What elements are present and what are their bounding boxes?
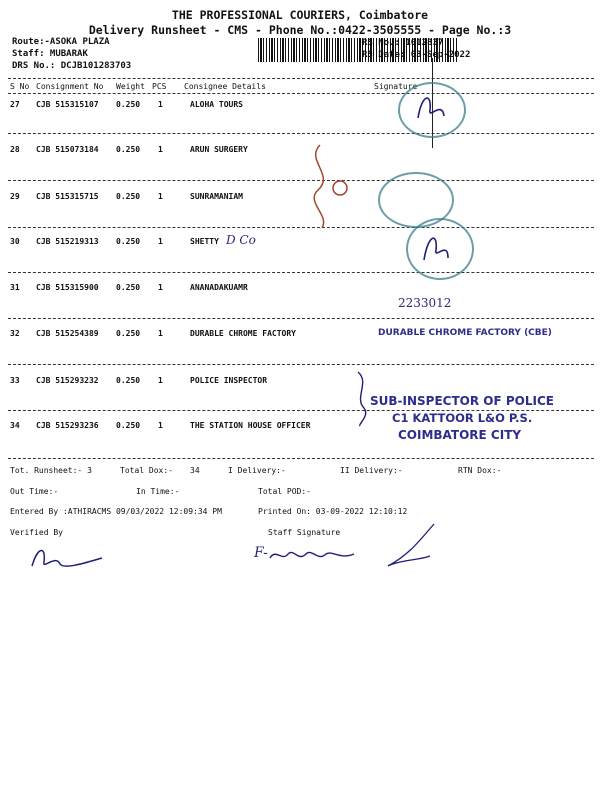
row-29-cn: CJB 515315715 xyxy=(36,192,99,201)
row-27-sno: 27 xyxy=(10,100,20,109)
row-32-pcs: 1 xyxy=(158,329,163,338)
in-time: In Time:- xyxy=(136,487,180,496)
col-weight: Weight xyxy=(116,82,145,91)
row-31-sno: 31 xyxy=(10,283,20,292)
row-34-consignee: THE STATION HOUSE OFFICER xyxy=(190,421,311,430)
police-stamp-line-1: SUB-INSPECTOR OF POLICE xyxy=(370,394,554,408)
verified-by: Verified By xyxy=(10,528,63,537)
total-dox-value: 34 xyxy=(190,466,200,475)
col-sno: S No xyxy=(10,82,30,91)
row-32-sno: 32 xyxy=(10,329,20,338)
row-31-consignee: ANANADAKUAMR xyxy=(190,283,248,292)
handwritten-brace-mark xyxy=(350,368,380,428)
row-31-pcs: 1 xyxy=(158,283,163,292)
ii-delivery: II Delivery:- xyxy=(340,466,403,475)
entered-by: Entered By :ATHIRACMS 09/03/2022 12:09:34 PM xyxy=(10,507,222,516)
handwritten-number: 2233012 xyxy=(398,296,452,310)
row-divider xyxy=(8,364,594,365)
out-time: Out Time:- xyxy=(10,487,59,496)
police-stamp-line-3: COIMBATORE CITY xyxy=(398,428,522,442)
row-30-pcs: 1 xyxy=(158,237,163,246)
rs-number: RS No.: 1012837 xyxy=(362,38,444,48)
row-28-pcs: 1 xyxy=(158,145,163,154)
row-29-consignee: SUNRAMANIAM xyxy=(190,192,243,201)
row-27-pcs: 1 xyxy=(158,100,163,109)
total-pod: Total POD:- xyxy=(258,487,311,496)
document-subtitle: Delivery Runsheet - CMS - Phone No.:0422-3505555 - Page No.:3 xyxy=(88,23,512,37)
row-30-consignee: SHETTY xyxy=(190,237,219,246)
row-divider xyxy=(8,318,594,319)
col-consignment: Consignment No xyxy=(36,82,104,91)
row-32-wt: 0.250 xyxy=(116,329,141,338)
row-32-consignee: DURABLE CHROME FACTORY xyxy=(190,329,296,338)
printed-on: Printed On: 03-09-2022 12:10:12 xyxy=(258,507,408,516)
staff-signature xyxy=(268,544,358,566)
row-29-sno: 29 xyxy=(10,192,20,201)
row-33-sno: 33 xyxy=(10,376,20,385)
header-rule-top xyxy=(8,78,594,79)
row-29-pcs: 1 xyxy=(158,192,163,201)
document-title: THE PROFESSIONAL COURIERS, Coimbatore xyxy=(171,8,429,22)
row-28-sno: 28 xyxy=(10,145,20,154)
row-30-sno: 30 xyxy=(10,237,20,246)
row-divider xyxy=(8,133,594,134)
row-31-wt: 0.250 xyxy=(116,283,141,292)
row-30-wt: 0.250 xyxy=(116,237,141,246)
col-pcs: PCS xyxy=(152,82,167,91)
row-28-consignee: ARUN SURGERY xyxy=(190,145,248,154)
row-33-wt: 0.250 xyxy=(116,376,141,385)
drs-label: DRS No.: DCJB101283703 xyxy=(12,61,132,71)
row-33-cn: CJB 515293232 xyxy=(36,376,99,385)
pen-stroke-mark xyxy=(380,520,440,570)
total-runsheet: Tot. Runsheet:- 3 xyxy=(10,466,92,475)
staff-signature-prefix: F- xyxy=(254,545,268,561)
row-28-cn: CJB 515073184 xyxy=(36,145,99,154)
row-27-wt: 0.250 xyxy=(116,100,141,109)
verifier-signature xyxy=(28,540,108,572)
row-34-sno: 34 xyxy=(10,421,20,430)
staff-signature-label: Staff Signature xyxy=(268,528,341,537)
total-dox-label: Total Dox:- xyxy=(120,466,173,475)
police-stamp-line-2: C1 KATTOOR L&O P.S. xyxy=(392,411,533,425)
rs-date: RS Date: 03-Sep-2022 xyxy=(362,50,471,60)
signature-scribble xyxy=(410,88,450,128)
header-rule-bottom xyxy=(8,93,594,94)
i-delivery: I Delivery:- xyxy=(228,466,286,475)
row-34-wt: 0.250 xyxy=(116,421,141,430)
row-34-pcs: 1 xyxy=(158,421,163,430)
col-signature: Signature xyxy=(374,82,418,91)
row-29-wt: 0.250 xyxy=(116,192,141,201)
row-33-pcs: 1 xyxy=(158,376,163,385)
route-label: Route:-ASOKA PLAZA xyxy=(12,37,110,47)
row-34-cn: CJB 515293236 xyxy=(36,421,99,430)
row-28-wt: 0.250 xyxy=(116,145,141,154)
row-32-cn: CJB 515254389 xyxy=(36,329,99,338)
rtn-dox: RTN Dox:- xyxy=(458,466,502,475)
row-27-consignee: ALOHA TOURS xyxy=(190,100,243,109)
row-31-cn: CJB 515315900 xyxy=(36,283,99,292)
factory-stamp-text: DURABLE CHROME FACTORY (CBE) xyxy=(378,328,552,338)
table-end-rule xyxy=(8,458,594,459)
row-30-cn: CJB 515219313 xyxy=(36,237,99,246)
row-27-cn: CJB 515315107 xyxy=(36,100,99,109)
signature-scribble xyxy=(418,226,454,266)
row-divider xyxy=(8,272,594,273)
handwritten-bracket-mark xyxy=(300,140,360,230)
col-consignee: Consignee Details xyxy=(184,82,266,91)
shetty-handwritten-note: D Co xyxy=(226,233,256,247)
staff-label: Staff: MUBARAK xyxy=(12,49,88,59)
row-33-consignee: POLICE INSPECTOR xyxy=(190,376,268,385)
